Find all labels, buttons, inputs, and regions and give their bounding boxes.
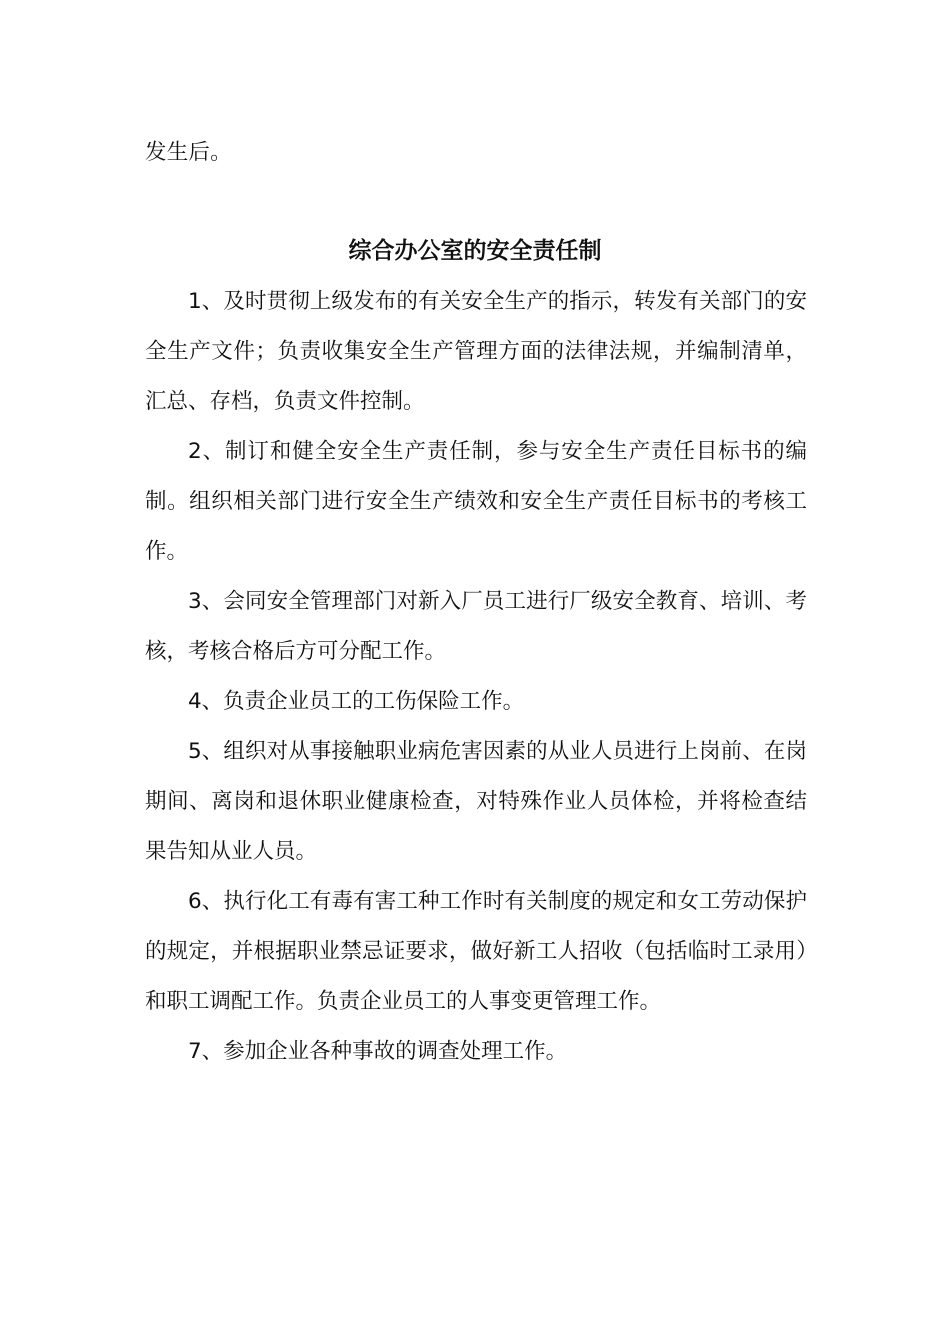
paragraph-7: 7、参加企业各种事故的调查处理工作。 [188, 1039, 568, 1064]
paragraph-2: 2、制订和健全安全生产责任制，参与安全生产责任目标书的编制。组织相关部门进行安全生产绩效和安全生产责任目标书的考核工作。 [145, 439, 807, 564]
continuation-text: 发生后。 [145, 140, 232, 165]
paragraph-5: 5、组织对从事接触职业病危害因素的从业人员进行上岗前、在岗期间、离岗和退休职业健康检查，对特殊作业人员体检，并将检查结果告知从业人员。 [145, 739, 807, 864]
paragraph-3: 3、会同安全管理部门对新入厂员工进行厂级安全教育、培训、考核，考核合格后方可分配工作。 [145, 589, 807, 664]
paragraph-4: 4、负责企业员工的工伤保险工作。 [188, 689, 525, 714]
paragraph-6: 6、执行化工有毒有害工种工作时有关制度的规定和女工劳动保护的规定，并根据职业禁忌证要求，做好新工人招收（包括临时工录用）和职工调配工作。负责企业员工的人事变更管理工作。 [145, 889, 807, 1014]
section-title: 综合办公室的安全责任制 [348, 238, 602, 264]
paragraph-1: 1、及时贯彻上级发布的有关安全生产的指示，转发有关部门的安全生产文件；负责收集安全生产管理方面的法律法规，并编制清单，汇总、存档，负责文件控制。 [145, 289, 807, 414]
